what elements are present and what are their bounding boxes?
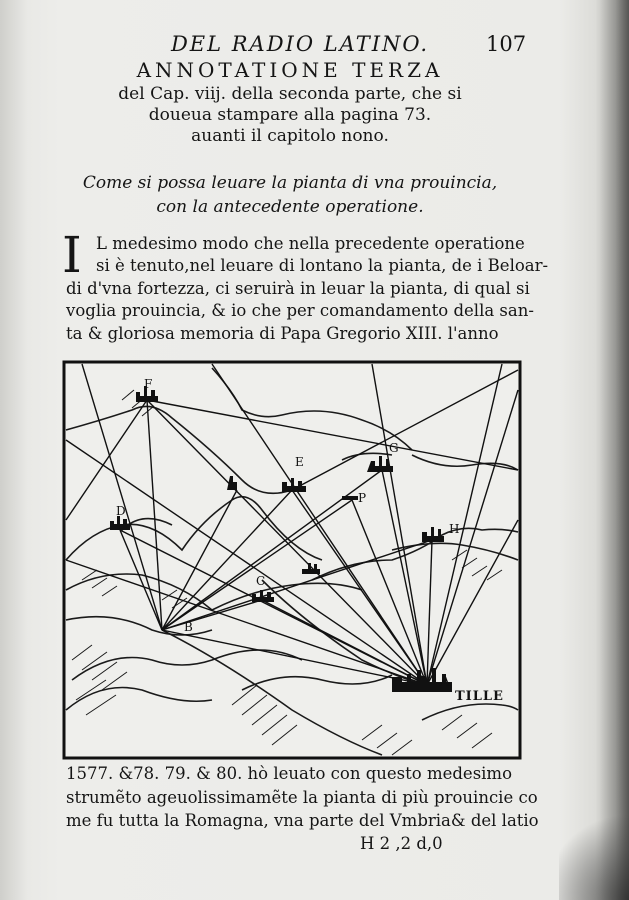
section-title: ANNOTATIONE TERZA <box>136 58 444 82</box>
corner-smudge <box>559 810 629 900</box>
signature-mark: H 2 ,2 d,0 <box>360 834 443 853</box>
label-point-h: H <box>449 522 460 536</box>
label-point-d: D <box>116 504 126 518</box>
chapter-heading-line: con la antecedente operatione. <box>156 197 424 217</box>
label-point-c: C <box>256 574 266 588</box>
page-number: 107 <box>486 32 527 56</box>
paragraph-line: si è tenuto,nel leuare di lontano la pianta, de i Beloar- <box>96 256 549 275</box>
label-point-e: E <box>295 455 304 469</box>
label-point-g: G <box>389 441 399 455</box>
survey-map-figure <box>62 360 522 760</box>
paragraph-line: strumẽto ageuolissimamẽte la pianta di più prouincie co <box>66 788 538 807</box>
label-town-tille: TILLE <box>455 689 504 704</box>
label-point-a: A <box>440 674 451 690</box>
subtitle-line: auanti il capitolo nono. <box>191 126 389 146</box>
drop-cap: I <box>62 226 82 284</box>
page-edge-shadow <box>595 0 629 900</box>
running-head: DEL RADIO LATINO. <box>170 32 430 56</box>
label-point-f: F <box>144 377 153 391</box>
label-point-b: B <box>184 620 193 634</box>
paragraph-line: L medesimo modo che nella precedente operatione <box>96 234 525 253</box>
label-point-p: P <box>358 491 367 505</box>
paragraph-line: ta & gloriosa memoria di Papa Gregorio XIII. l'anno <box>66 324 499 343</box>
subtitle-line: del Cap. viij. della seconda parte, che si <box>118 84 462 104</box>
woodcut-illustration <box>62 360 522 760</box>
paragraph-line: 1577. &78. 79. & 80. hò leuato con questo medesimo <box>66 764 513 783</box>
chapter-heading-line: Come si possa leuare la pianta di vna prouincia, <box>82 173 498 193</box>
paragraph-line: me fu tutta la Romagna, vna parte del Vmbria& del latio <box>66 811 539 830</box>
paragraph-line: di d'vna fortezza, ci seruirà in leuar la pianta, di qual si <box>66 279 530 298</box>
paragraph-line: voglia prouincia, & io che per comandamento della san- <box>66 301 534 320</box>
subtitle-line: doueua stampare alla pagina 73. <box>148 105 432 125</box>
